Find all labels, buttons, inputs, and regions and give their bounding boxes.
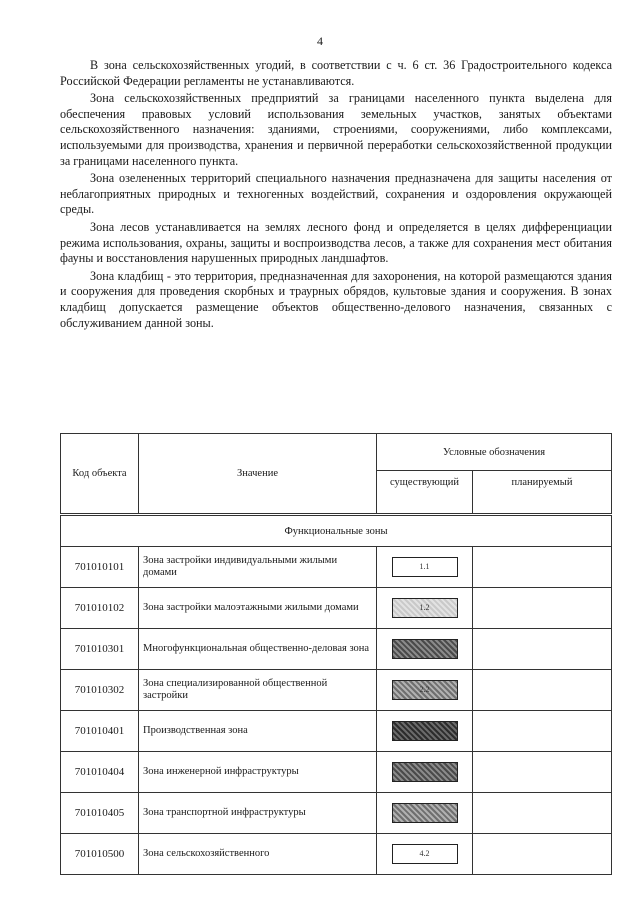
header-existing: существующий <box>377 471 473 515</box>
legend-header-row <box>61 434 612 471</box>
header-code: Код объекта <box>61 434 139 515</box>
table-row <box>61 711 612 752</box>
zone-symbol-existing <box>377 670 473 711</box>
zone-meaning: Зона транспортной инфраструктуры <box>139 793 377 834</box>
zone-symbol-existing <box>377 711 473 752</box>
table-row <box>61 547 612 588</box>
paragraph-agricultural-enterprises: Зона сельскохозяйственных предприятий за границами населенного пункта выделена для обеспечения правовых условий использования земельных участков, занятых объектами сельскохозяйственного назначения: зданиями, строениями, сооружениями, либо комплексами, используемыми для производства, хранения и первичной переработки сельскохозяйственной продукции за границами населенного пункта. <box>60 91 612 168</box>
table-row <box>61 588 612 629</box>
zone-symbol-planned <box>473 752 612 793</box>
zone-symbol-existing <box>377 629 473 670</box>
zone-symbol-existing <box>377 752 473 793</box>
table-row <box>61 752 612 793</box>
page-number: 4 <box>317 34 323 48</box>
paragraph-agricultural-lands: В зона сельскохозяйственных угодий, в соответствии с ч. 6 ст. 36 Градостроительного кодекса Российской Федерации регламенты не устанавливаются. <box>60 58 612 88</box>
table-row <box>61 670 612 711</box>
legend-swatch <box>392 762 458 782</box>
legend-swatch: 2.2 <box>392 680 458 700</box>
zone-symbol-planned <box>473 670 612 711</box>
section-row <box>61 515 612 547</box>
zone-symbol-planned <box>473 793 612 834</box>
zone-meaning: Зона специализированной общественной застройки <box>139 670 377 711</box>
zone-code: 701010301 <box>61 629 139 670</box>
zone-code: 701010401 <box>61 711 139 752</box>
zone-code: 701010101 <box>61 547 139 588</box>
zone-code: 701010500 <box>61 834 139 875</box>
legend-swatch <box>392 639 458 659</box>
zone-meaning: Многофункциональная общественно-деловая зона <box>139 629 377 670</box>
zone-code: 701010302 <box>61 670 139 711</box>
zone-symbol-existing <box>377 793 473 834</box>
zone-meaning: Зона застройки малоэтажными жилыми домами <box>139 588 377 629</box>
legend-swatch: 1.2 <box>392 598 458 618</box>
zone-symbol-planned <box>473 834 612 875</box>
body-text <box>60 58 612 331</box>
legend-swatch: 1.1 <box>392 557 458 577</box>
legend-table <box>60 433 612 875</box>
paragraph-green-zones: Зона озелененных территорий специального назначения предназначена для защиты населения от неблагоприятных природных и техногенных воздействий, сохранения и оздоровления окружающей среды. <box>60 171 612 217</box>
zone-symbol-existing <box>377 834 473 875</box>
section-title: Функциональные зоны <box>61 515 612 547</box>
zone-code: 701010404 <box>61 752 139 793</box>
legend-swatch <box>392 803 458 823</box>
legend-swatch <box>392 721 458 741</box>
zone-code: 701010102 <box>61 588 139 629</box>
header-planned: планируемый <box>473 471 612 515</box>
zone-meaning: Зона инженерной инфраструктуры <box>139 752 377 793</box>
legend-swatch: 4.2 <box>392 844 458 864</box>
paragraph-forest-zone: Зона лесов устанавливается на землях лесного фонд и определяется в целях дифференциации режима использования, охраны, защиты и воспроизводства лесов, а также для сохранения мест обитания фауны и восстановления нарушенных природных ландшафтов. <box>60 219 612 266</box>
zone-symbol-existing <box>377 588 473 629</box>
zone-symbol-planned <box>473 629 612 670</box>
table-row <box>61 629 612 670</box>
header-meaning: Значение <box>139 434 377 515</box>
zone-symbol-planned <box>473 711 612 752</box>
zone-code: 701010405 <box>61 793 139 834</box>
zone-meaning: Производственная зона <box>139 711 377 752</box>
zone-meaning: Зона застройки индивидуальными жилыми домами <box>139 547 377 588</box>
zone-symbol-existing <box>377 547 473 588</box>
zone-meaning: Зона сельскохозяйственного <box>139 834 377 875</box>
paragraph-cemetery-zone: Зона кладбищ - это территория, предназначенная для захоронения, на которой размещаются здания и сооружения для проведения скорбных и траурных обрядов, культовые здания и сооружения. В зонах кладбищ допускается размещение объектов общественно-делового назначения, связанных с обслуживанием данной зоны. <box>60 268 612 330</box>
table-row <box>61 793 612 834</box>
header-symbols: Условные обозначения <box>377 434 612 471</box>
zone-symbol-planned <box>473 547 612 588</box>
table-row <box>61 834 612 875</box>
zone-symbol-planned <box>473 588 612 629</box>
